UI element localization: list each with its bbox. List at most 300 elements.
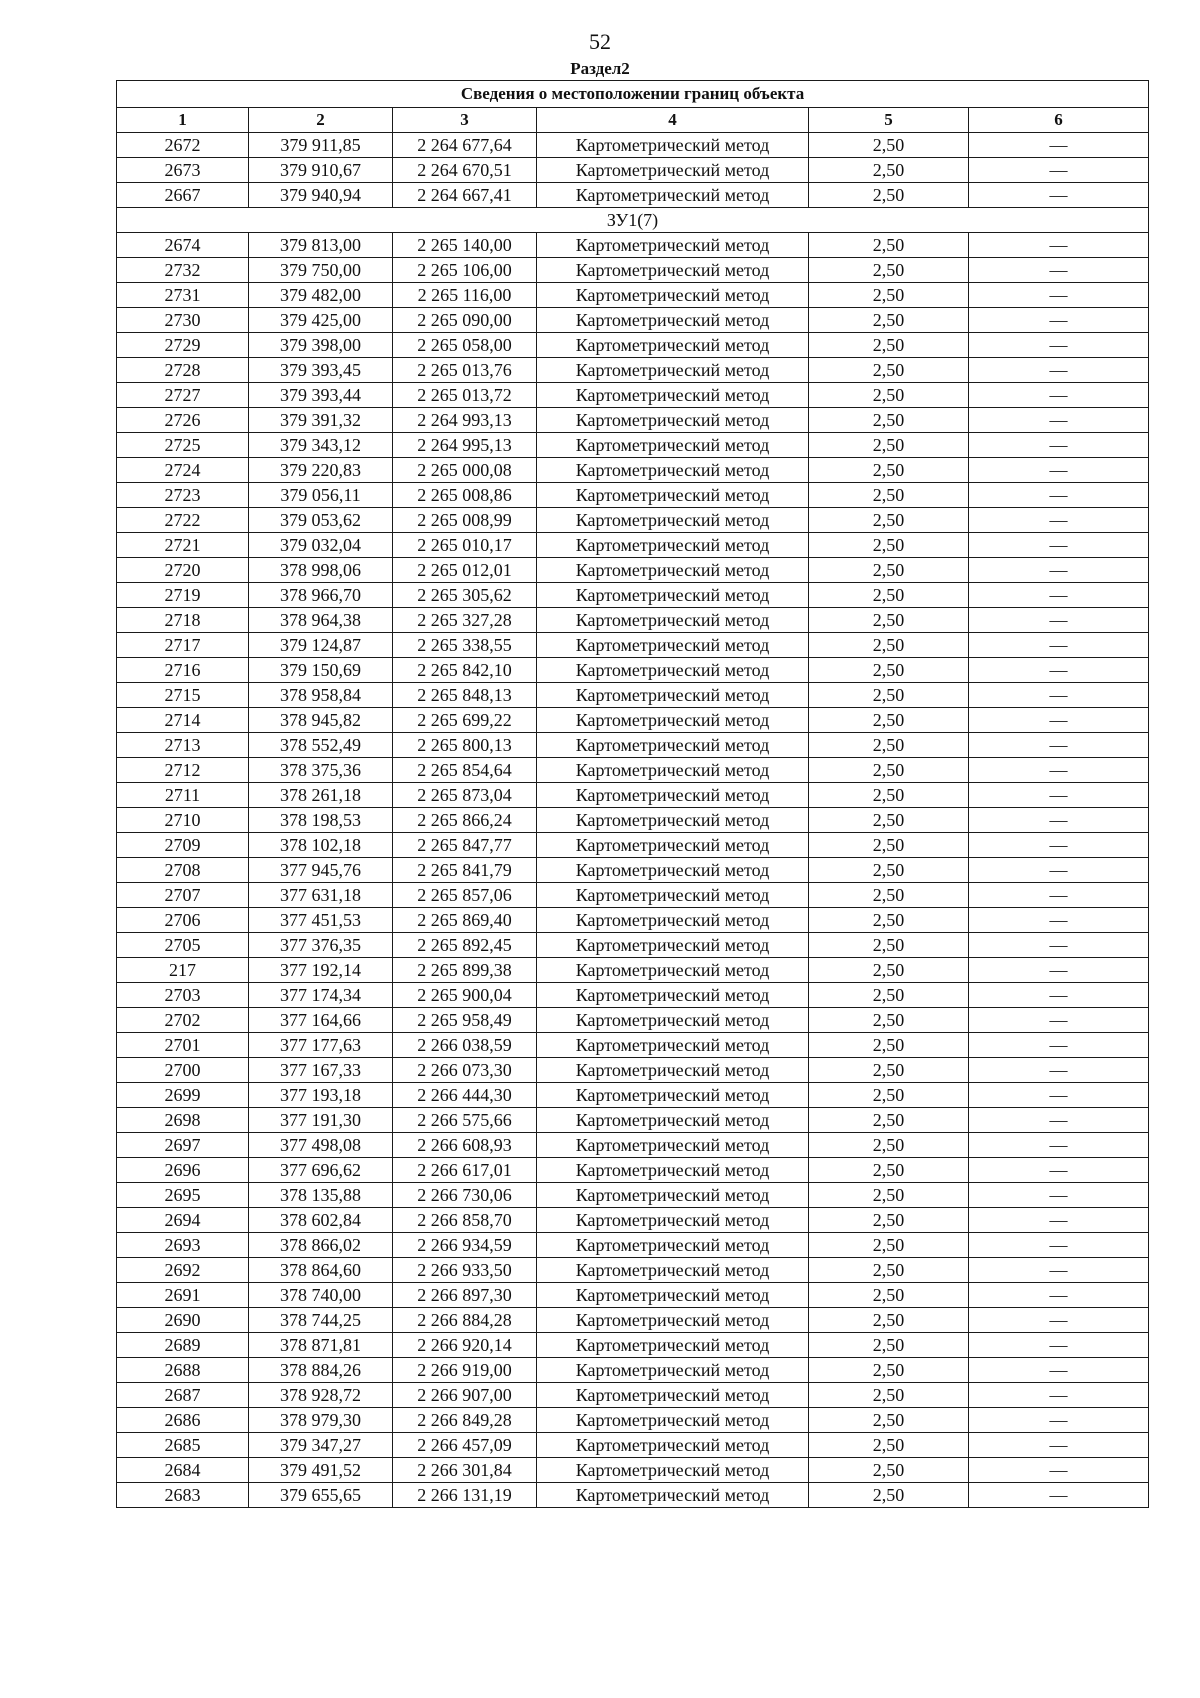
point-number-cell: 2702 bbox=[117, 1008, 249, 1033]
accuracy-cell: 2,50 bbox=[809, 583, 969, 608]
accuracy-cell: 2,50 bbox=[809, 1333, 969, 1358]
coordinate-x-cell: 379 391,32 bbox=[249, 408, 393, 433]
point-number-cell: 2701 bbox=[117, 1033, 249, 1058]
accuracy-cell: 2,50 bbox=[809, 933, 969, 958]
coordinate-x-cell: 379 655,65 bbox=[249, 1483, 393, 1508]
method-cell: Картометрический метод bbox=[537, 533, 809, 558]
coordinate-y-cell: 2 265 140,00 bbox=[393, 233, 537, 258]
method-cell: Картометрический метод bbox=[537, 1308, 809, 1333]
table-row bbox=[117, 558, 1149, 583]
coordinate-x-cell: 378 979,30 bbox=[249, 1408, 393, 1433]
coordinate-y-cell: 2 265 857,06 bbox=[393, 883, 537, 908]
column-header: 1 bbox=[117, 108, 249, 133]
coordinate-x-cell: 378 744,25 bbox=[249, 1308, 393, 1333]
accuracy-cell: 2,50 bbox=[809, 1133, 969, 1158]
method-cell: Картометрический метод bbox=[537, 383, 809, 408]
description-cell: — bbox=[969, 958, 1149, 983]
accuracy-cell: 2,50 bbox=[809, 258, 969, 283]
coordinate-y-cell: 2 266 884,28 bbox=[393, 1308, 537, 1333]
accuracy-cell: 2,50 bbox=[809, 1308, 969, 1333]
accuracy-cell: 2,50 bbox=[809, 308, 969, 333]
group-label-row bbox=[117, 208, 1149, 233]
description-cell: — bbox=[969, 233, 1149, 258]
point-number-cell: 2684 bbox=[117, 1458, 249, 1483]
accuracy-cell: 2,50 bbox=[809, 408, 969, 433]
description-cell: — bbox=[969, 358, 1149, 383]
accuracy-cell: 2,50 bbox=[809, 233, 969, 258]
table-row bbox=[117, 733, 1149, 758]
accuracy-cell: 2,50 bbox=[809, 433, 969, 458]
method-cell: Картометрический метод bbox=[537, 908, 809, 933]
method-cell: Картометрический метод bbox=[537, 1158, 809, 1183]
coordinate-x-cell: 379 482,00 bbox=[249, 283, 393, 308]
accuracy-cell: 2,50 bbox=[809, 633, 969, 658]
point-number-cell: 2721 bbox=[117, 533, 249, 558]
point-number-cell: 2694 bbox=[117, 1208, 249, 1233]
table-row bbox=[117, 333, 1149, 358]
coordinate-x-cell: 379 343,12 bbox=[249, 433, 393, 458]
accuracy-cell: 2,50 bbox=[809, 508, 969, 533]
method-cell: Картометрический метод bbox=[537, 308, 809, 333]
point-number-cell: 2731 bbox=[117, 283, 249, 308]
coordinate-y-cell: 2 266 038,59 bbox=[393, 1033, 537, 1058]
description-cell: — bbox=[969, 858, 1149, 883]
column-header: 6 bbox=[969, 108, 1149, 133]
method-cell: Картометрический метод bbox=[537, 983, 809, 1008]
coordinate-x-cell: 379 032,04 bbox=[249, 533, 393, 558]
coordinate-y-cell: 2 265 842,10 bbox=[393, 658, 537, 683]
description-cell: — bbox=[969, 633, 1149, 658]
method-cell: Картометрический метод bbox=[537, 1033, 809, 1058]
method-cell: Картометрический метод bbox=[537, 658, 809, 683]
method-cell: Картометрический метод bbox=[537, 758, 809, 783]
description-cell: — bbox=[969, 1083, 1149, 1108]
point-number-cell: 2690 bbox=[117, 1308, 249, 1333]
coordinate-y-cell: 2 265 699,22 bbox=[393, 708, 537, 733]
accuracy-cell: 2,50 bbox=[809, 808, 969, 833]
description-cell: — bbox=[969, 1233, 1149, 1258]
table-row bbox=[117, 1208, 1149, 1233]
point-number-cell: 2672 bbox=[117, 133, 249, 158]
description-cell: — bbox=[969, 1183, 1149, 1208]
coordinate-x-cell: 379 393,45 bbox=[249, 358, 393, 383]
point-number-cell: 2729 bbox=[117, 333, 249, 358]
description-cell: — bbox=[969, 1158, 1149, 1183]
description-cell: — bbox=[969, 1333, 1149, 1358]
table-row bbox=[117, 433, 1149, 458]
table-row bbox=[117, 958, 1149, 983]
coordinate-x-cell: 377 174,34 bbox=[249, 983, 393, 1008]
description-cell: — bbox=[969, 608, 1149, 633]
coordinate-y-cell: 2 265 013,72 bbox=[393, 383, 537, 408]
method-cell: Картометрический метод bbox=[537, 1108, 809, 1133]
accuracy-cell: 2,50 bbox=[809, 783, 969, 808]
table-caption-row bbox=[117, 81, 1149, 108]
point-number-cell: 2720 bbox=[117, 558, 249, 583]
coordinate-y-cell: 2 266 730,06 bbox=[393, 1183, 537, 1208]
description-cell: — bbox=[969, 583, 1149, 608]
coordinate-y-cell: 2 264 667,41 bbox=[393, 183, 537, 208]
description-cell: — bbox=[969, 983, 1149, 1008]
coordinate-y-cell: 2 266 575,66 bbox=[393, 1108, 537, 1133]
method-cell: Картометрический метод bbox=[537, 808, 809, 833]
coordinate-x-cell: 378 552,49 bbox=[249, 733, 393, 758]
accuracy-cell: 2,50 bbox=[809, 1058, 969, 1083]
coordinate-x-cell: 379 053,62 bbox=[249, 508, 393, 533]
point-number-cell: 2711 bbox=[117, 783, 249, 808]
description-cell: — bbox=[969, 433, 1149, 458]
point-number-cell: 2727 bbox=[117, 383, 249, 408]
coordinate-y-cell: 2 266 933,50 bbox=[393, 1258, 537, 1283]
table-row bbox=[117, 458, 1149, 483]
table-row bbox=[117, 1408, 1149, 1433]
point-number-cell: 2683 bbox=[117, 1483, 249, 1508]
method-cell: Картометрический метод bbox=[537, 1183, 809, 1208]
coordinate-y-cell: 2 265 058,00 bbox=[393, 333, 537, 358]
point-number-cell: 2730 bbox=[117, 308, 249, 333]
coordinate-x-cell: 378 864,60 bbox=[249, 1258, 393, 1283]
point-number-cell: 2667 bbox=[117, 183, 249, 208]
point-number-cell: 2698 bbox=[117, 1108, 249, 1133]
table-caption: Сведения о местоположении границ объекта bbox=[117, 81, 1149, 108]
point-number-cell: 2674 bbox=[117, 233, 249, 258]
accuracy-cell: 2,50 bbox=[809, 383, 969, 408]
accuracy-cell: 2,50 bbox=[809, 1208, 969, 1233]
table-row bbox=[117, 858, 1149, 883]
accuracy-cell: 2,50 bbox=[809, 333, 969, 358]
coordinate-y-cell: 2 266 457,09 bbox=[393, 1433, 537, 1458]
description-cell: — bbox=[969, 908, 1149, 933]
method-cell: Картометрический метод bbox=[537, 933, 809, 958]
coordinate-x-cell: 379 393,44 bbox=[249, 383, 393, 408]
coordinate-y-cell: 2 266 897,30 bbox=[393, 1283, 537, 1308]
coordinate-x-cell: 379 124,87 bbox=[249, 633, 393, 658]
coordinate-y-cell: 2 265 338,55 bbox=[393, 633, 537, 658]
section-title: Раздел2 bbox=[570, 59, 630, 78]
coordinate-y-cell: 2 264 995,13 bbox=[393, 433, 537, 458]
coordinate-y-cell: 2 264 670,51 bbox=[393, 158, 537, 183]
table-row bbox=[117, 933, 1149, 958]
method-cell: Картометрический метод bbox=[537, 158, 809, 183]
coordinate-y-cell: 2 265 800,13 bbox=[393, 733, 537, 758]
method-cell: Картометрический метод bbox=[537, 833, 809, 858]
point-number-cell: 2713 bbox=[117, 733, 249, 758]
coordinate-y-cell: 2 266 301,84 bbox=[393, 1458, 537, 1483]
method-cell: Картометрический метод bbox=[537, 1258, 809, 1283]
coordinate-y-cell: 2 265 854,64 bbox=[393, 758, 537, 783]
accuracy-cell: 2,50 bbox=[809, 458, 969, 483]
table-row bbox=[117, 283, 1149, 308]
description-cell: — bbox=[969, 1408, 1149, 1433]
description-cell: — bbox=[969, 508, 1149, 533]
method-cell: Картометрический метод bbox=[537, 633, 809, 658]
accuracy-cell: 2,50 bbox=[809, 1258, 969, 1283]
coordinate-y-cell: 2 265 900,04 bbox=[393, 983, 537, 1008]
point-number-cell: 2716 bbox=[117, 658, 249, 683]
coordinate-x-cell: 377 164,66 bbox=[249, 1008, 393, 1033]
accuracy-cell: 2,50 bbox=[809, 158, 969, 183]
point-number-cell: 2712 bbox=[117, 758, 249, 783]
description-cell: — bbox=[969, 1033, 1149, 1058]
method-cell: Картометрический метод bbox=[537, 1358, 809, 1383]
description-cell: — bbox=[969, 758, 1149, 783]
method-cell: Картометрический метод bbox=[537, 1383, 809, 1408]
coordinate-y-cell: 2 266 858,70 bbox=[393, 1208, 537, 1233]
method-cell: Картометрический метод bbox=[537, 483, 809, 508]
accuracy-cell: 2,50 bbox=[809, 483, 969, 508]
accuracy-cell: 2,50 bbox=[809, 658, 969, 683]
method-cell: Картометрический метод bbox=[537, 1333, 809, 1358]
point-number-cell: 2686 bbox=[117, 1408, 249, 1433]
table-row bbox=[117, 583, 1149, 608]
table-row bbox=[117, 633, 1149, 658]
description-cell: — bbox=[969, 183, 1149, 208]
method-cell: Картометрический метод bbox=[537, 733, 809, 758]
coordinate-x-cell: 378 964,38 bbox=[249, 608, 393, 633]
description-cell: — bbox=[969, 333, 1149, 358]
accuracy-cell: 2,50 bbox=[809, 283, 969, 308]
coordinate-y-cell: 2 265 106,00 bbox=[393, 258, 537, 283]
accuracy-cell: 2,50 bbox=[809, 558, 969, 583]
method-cell: Картометрический метод bbox=[537, 858, 809, 883]
point-number-cell: 217 bbox=[117, 958, 249, 983]
table-row bbox=[117, 408, 1149, 433]
description-cell: — bbox=[969, 1008, 1149, 1033]
method-cell: Картометрический метод bbox=[537, 358, 809, 383]
point-number-cell: 2708 bbox=[117, 858, 249, 883]
accuracy-cell: 2,50 bbox=[809, 1408, 969, 1433]
accuracy-cell: 2,50 bbox=[809, 683, 969, 708]
coordinate-x-cell: 379 347,27 bbox=[249, 1433, 393, 1458]
description-cell: — bbox=[969, 408, 1149, 433]
method-cell: Картометрический метод bbox=[537, 608, 809, 633]
coordinate-x-cell: 378 966,70 bbox=[249, 583, 393, 608]
coordinate-x-cell: 379 910,67 bbox=[249, 158, 393, 183]
coordinate-x-cell: 378 135,88 bbox=[249, 1183, 393, 1208]
coordinate-x-cell: 379 940,94 bbox=[249, 183, 393, 208]
coordinate-x-cell: 377 193,18 bbox=[249, 1083, 393, 1108]
table-row bbox=[117, 258, 1149, 283]
coordinate-x-cell: 378 945,82 bbox=[249, 708, 393, 733]
coordinate-x-cell: 378 198,53 bbox=[249, 808, 393, 833]
description-cell: — bbox=[969, 733, 1149, 758]
table-row bbox=[117, 1083, 1149, 1108]
method-cell: Картометрический метод bbox=[537, 508, 809, 533]
table-row bbox=[117, 1233, 1149, 1258]
description-cell: — bbox=[969, 1133, 1149, 1158]
coordinate-y-cell: 2 265 008,99 bbox=[393, 508, 537, 533]
coordinate-y-cell: 2 264 993,13 bbox=[393, 408, 537, 433]
description-cell: — bbox=[969, 558, 1149, 583]
coordinate-x-cell: 379 056,11 bbox=[249, 483, 393, 508]
table-row bbox=[117, 983, 1149, 1008]
description-cell: — bbox=[969, 1433, 1149, 1458]
coordinate-y-cell: 2 265 008,86 bbox=[393, 483, 537, 508]
table-row bbox=[117, 683, 1149, 708]
method-cell: Картометрический метод bbox=[537, 333, 809, 358]
coordinate-y-cell: 2 266 919,00 bbox=[393, 1358, 537, 1383]
accuracy-cell: 2,50 bbox=[809, 958, 969, 983]
description-cell: — bbox=[969, 1208, 1149, 1233]
coordinate-y-cell: 2 266 444,30 bbox=[393, 1083, 537, 1108]
coordinate-y-cell: 2 265 892,45 bbox=[393, 933, 537, 958]
table-row bbox=[117, 483, 1149, 508]
column-header: 4 bbox=[537, 108, 809, 133]
coordinate-y-cell: 2 266 073,30 bbox=[393, 1058, 537, 1083]
accuracy-cell: 2,50 bbox=[809, 1233, 969, 1258]
point-number-cell: 2710 bbox=[117, 808, 249, 833]
coordinate-x-cell: 378 261,18 bbox=[249, 783, 393, 808]
accuracy-cell: 2,50 bbox=[809, 608, 969, 633]
table-row bbox=[117, 358, 1149, 383]
point-number-cell: 2726 bbox=[117, 408, 249, 433]
method-cell: Картометрический метод bbox=[537, 1283, 809, 1308]
coordinate-x-cell: 378 998,06 bbox=[249, 558, 393, 583]
coordinate-y-cell: 2 265 116,00 bbox=[393, 283, 537, 308]
method-cell: Картометрический метод bbox=[537, 958, 809, 983]
method-cell: Картометрический метод bbox=[537, 233, 809, 258]
accuracy-cell: 2,50 bbox=[809, 183, 969, 208]
table-row bbox=[117, 1158, 1149, 1183]
method-cell: Картометрический метод bbox=[537, 683, 809, 708]
coordinate-x-cell: 378 871,81 bbox=[249, 1333, 393, 1358]
method-cell: Картометрический метод bbox=[537, 258, 809, 283]
accuracy-cell: 2,50 bbox=[809, 1183, 969, 1208]
method-cell: Картометрический метод bbox=[537, 1408, 809, 1433]
coordinate-y-cell: 2 265 866,24 bbox=[393, 808, 537, 833]
accuracy-cell: 2,50 bbox=[809, 1108, 969, 1133]
point-number-cell: 2695 bbox=[117, 1183, 249, 1208]
coordinate-x-cell: 379 425,00 bbox=[249, 308, 393, 333]
method-cell: Картометрический метод bbox=[537, 1133, 809, 1158]
coordinate-x-cell: 379 750,00 bbox=[249, 258, 393, 283]
point-number-cell: 2706 bbox=[117, 908, 249, 933]
method-cell: Картометрический метод bbox=[537, 183, 809, 208]
method-cell: Картометрический метод bbox=[537, 1458, 809, 1483]
description-cell: — bbox=[969, 1358, 1149, 1383]
coordinate-y-cell: 2 265 012,01 bbox=[393, 558, 537, 583]
accuracy-cell: 2,50 bbox=[809, 358, 969, 383]
method-cell: Картометрический метод bbox=[537, 1058, 809, 1083]
description-cell: — bbox=[969, 1383, 1149, 1408]
accuracy-cell: 2,50 bbox=[809, 1358, 969, 1383]
table-row bbox=[117, 1133, 1149, 1158]
coordinate-y-cell: 2 265 010,17 bbox=[393, 533, 537, 558]
accuracy-cell: 2,50 bbox=[809, 1458, 969, 1483]
coordinate-x-cell: 378 602,84 bbox=[249, 1208, 393, 1233]
method-cell: Картометрический метод bbox=[537, 1008, 809, 1033]
coordinate-x-cell: 379 220,83 bbox=[249, 458, 393, 483]
column-header-row bbox=[117, 108, 1149, 133]
page-number: 52 bbox=[589, 29, 611, 54]
point-number-cell: 2692 bbox=[117, 1258, 249, 1283]
table-row bbox=[117, 808, 1149, 833]
method-cell: Картометрический метод bbox=[537, 1233, 809, 1258]
description-cell: — bbox=[969, 458, 1149, 483]
description-cell: — bbox=[969, 833, 1149, 858]
coordinate-x-cell: 379 813,00 bbox=[249, 233, 393, 258]
coordinate-x-cell: 377 192,14 bbox=[249, 958, 393, 983]
point-number-cell: 2715 bbox=[117, 683, 249, 708]
point-number-cell: 2687 bbox=[117, 1383, 249, 1408]
table-row bbox=[117, 658, 1149, 683]
table-row bbox=[117, 1358, 1149, 1383]
accuracy-cell: 2,50 bbox=[809, 833, 969, 858]
coordinate-x-cell: 378 740,00 bbox=[249, 1283, 393, 1308]
coordinate-y-cell: 2 265 013,76 bbox=[393, 358, 537, 383]
table-row bbox=[117, 1258, 1149, 1283]
column-header: 3 bbox=[393, 108, 537, 133]
method-cell: Картометрический метод bbox=[537, 133, 809, 158]
description-cell: — bbox=[969, 708, 1149, 733]
table-row bbox=[117, 783, 1149, 808]
point-number-cell: 2714 bbox=[117, 708, 249, 733]
table-row bbox=[117, 383, 1149, 408]
accuracy-cell: 2,50 bbox=[809, 133, 969, 158]
method-cell: Картометрический метод bbox=[537, 408, 809, 433]
description-cell: — bbox=[969, 158, 1149, 183]
method-cell: Картометрический метод bbox=[537, 1208, 809, 1233]
accuracy-cell: 2,50 bbox=[809, 758, 969, 783]
method-cell: Картометрический метод bbox=[537, 458, 809, 483]
coordinate-x-cell: 379 150,69 bbox=[249, 658, 393, 683]
accuracy-cell: 2,50 bbox=[809, 1158, 969, 1183]
method-cell: Картометрический метод bbox=[537, 883, 809, 908]
accuracy-cell: 2,50 bbox=[809, 1283, 969, 1308]
coordinate-y-cell: 2 265 841,79 bbox=[393, 858, 537, 883]
coordinate-x-cell: 377 167,33 bbox=[249, 1058, 393, 1083]
point-number-cell: 2673 bbox=[117, 158, 249, 183]
description-cell: — bbox=[969, 383, 1149, 408]
description-cell: — bbox=[969, 483, 1149, 508]
point-number-cell: 2705 bbox=[117, 933, 249, 958]
table-row bbox=[117, 1283, 1149, 1308]
coordinate-x-cell: 379 398,00 bbox=[249, 333, 393, 358]
coordinate-x-cell: 377 376,35 bbox=[249, 933, 393, 958]
table-row bbox=[117, 1483, 1149, 1508]
method-cell: Картометрический метод bbox=[537, 708, 809, 733]
method-cell: Картометрический метод bbox=[537, 1433, 809, 1458]
coordinate-y-cell: 2 266 849,28 bbox=[393, 1408, 537, 1433]
coordinate-x-cell: 377 945,76 bbox=[249, 858, 393, 883]
method-cell: Картометрический метод bbox=[537, 283, 809, 308]
table-row bbox=[117, 158, 1149, 183]
coordinate-y-cell: 2 266 907,00 bbox=[393, 1383, 537, 1408]
table-row bbox=[117, 1008, 1149, 1033]
description-cell: — bbox=[969, 308, 1149, 333]
coordinate-y-cell: 2 266 608,93 bbox=[393, 1133, 537, 1158]
description-cell: — bbox=[969, 283, 1149, 308]
coordinate-x-cell: 377 451,53 bbox=[249, 908, 393, 933]
coordinate-y-cell: 2 265 000,08 bbox=[393, 458, 537, 483]
table-row bbox=[117, 758, 1149, 783]
point-number-cell: 2728 bbox=[117, 358, 249, 383]
method-cell: Картометрический метод bbox=[537, 783, 809, 808]
table-row bbox=[117, 508, 1149, 533]
coordinate-y-cell: 2 265 873,04 bbox=[393, 783, 537, 808]
table-body bbox=[117, 133, 1149, 1508]
description-cell: — bbox=[969, 1108, 1149, 1133]
method-cell: Картометрический метод bbox=[537, 1483, 809, 1508]
point-number-cell: 2723 bbox=[117, 483, 249, 508]
coordinate-x-cell: 377 696,62 bbox=[249, 1158, 393, 1183]
coordinate-y-cell: 2 266 920,14 bbox=[393, 1333, 537, 1358]
table-row bbox=[117, 233, 1149, 258]
coordinate-x-cell: 378 928,72 bbox=[249, 1383, 393, 1408]
point-number-cell: 2696 bbox=[117, 1158, 249, 1183]
point-number-cell: 2700 bbox=[117, 1058, 249, 1083]
table-row bbox=[117, 1383, 1149, 1408]
